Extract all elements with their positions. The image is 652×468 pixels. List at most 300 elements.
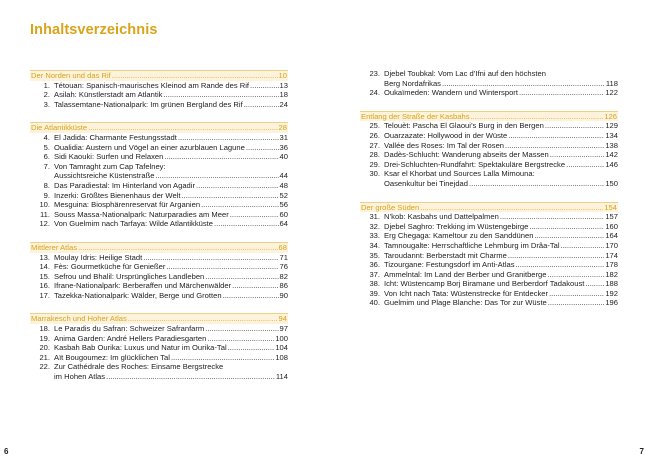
dot-leader <box>505 141 604 151</box>
entry-page-number: 86 <box>279 281 288 291</box>
section-page-number: 28 <box>278 123 287 133</box>
entry-number: 23. <box>369 69 380 78</box>
entry-title-line: N’kob: Kasbahs und Dattelpalmen <box>384 212 499 222</box>
right-column <box>360 69 618 321</box>
entry-title-line: Talassemtane-Nationalpark: Im grünen Bergland des Rif <box>54 99 243 109</box>
entry-line <box>384 88 618 98</box>
entry-body <box>54 219 288 229</box>
entry-number: 8. <box>43 180 50 190</box>
entry-page-number: 82 <box>279 271 288 281</box>
entry-page-number: 90 <box>279 290 288 300</box>
section-title: Der Norden und das Rif <box>31 71 111 80</box>
toc-entry[interactable] <box>360 169 618 188</box>
entry-line <box>54 353 288 363</box>
entry-page-number: 36 <box>279 142 288 152</box>
entry-page-number: 76 <box>279 262 288 272</box>
dot-leader <box>516 260 605 270</box>
entry-line <box>54 272 288 282</box>
toc-entry[interactable] <box>30 343 288 353</box>
toc-entry[interactable] <box>360 298 618 308</box>
entry-title-line: Aussichtsreiche Küstenstraße <box>54 171 155 181</box>
entry-line <box>384 222 618 232</box>
entry-line <box>54 191 288 201</box>
entry-title-line: Drei-Schluchten-Rundfahrt: Spektakuläre Bergstrecke <box>384 159 566 169</box>
entry-number: 28. <box>369 150 380 160</box>
entry-number: 31. <box>369 212 380 222</box>
entry-number: 9. <box>43 190 50 200</box>
entry-page-number: 170 <box>605 240 618 250</box>
toc-entry[interactable] <box>30 152 288 162</box>
section-title: Die Atlantikküste <box>31 123 88 133</box>
entry-line <box>54 152 288 162</box>
entry-body <box>54 210 288 220</box>
section-title: Der große Süden <box>361 202 420 212</box>
section-heading[interactable] <box>360 111 618 122</box>
entry-body <box>54 191 288 201</box>
entry-title-line: Ksar el Khorbat und Sources Lalla Mimouna: <box>384 169 535 179</box>
entry-title-line: Tazekka-Nationalpark: Wälder, Berge und Grotten <box>54 290 222 300</box>
entry-number: 7. <box>43 161 50 171</box>
toc-entry[interactable] <box>360 69 618 88</box>
entry-line <box>54 281 288 291</box>
dot-leader <box>508 251 605 261</box>
entry-number: 13. <box>39 252 50 262</box>
toc-entry[interactable] <box>360 160 618 170</box>
entry-page-number: 157 <box>605 212 618 222</box>
entry-number: 17. <box>39 290 50 300</box>
entry-number: 11. <box>40 209 50 219</box>
entry-page-number: 44 <box>279 171 288 181</box>
section-heading[interactable] <box>30 313 288 324</box>
entry-line <box>54 143 288 153</box>
dot-leader <box>128 314 278 324</box>
entry-page-number: 174 <box>605 250 618 260</box>
section-title: Marrakesch und Hoher Atlas <box>31 314 127 324</box>
dot-leader <box>230 210 279 220</box>
dot-leader <box>244 100 279 110</box>
toc-entry[interactable] <box>30 334 288 344</box>
entry-body <box>54 162 288 181</box>
toc-entry[interactable] <box>360 88 618 98</box>
entry-body <box>54 262 288 272</box>
entry-title-line: Von Tamraght zum Cap Tafelney: <box>54 161 166 171</box>
entry-page-number: 129 <box>605 121 618 131</box>
entry-body <box>54 253 288 263</box>
toc-entry[interactable] <box>30 143 288 153</box>
entry-body <box>54 100 288 110</box>
entry-number: 35. <box>369 250 380 260</box>
toc-entry[interactable] <box>360 141 618 151</box>
entry-body <box>54 281 288 291</box>
entry-line <box>54 262 288 272</box>
continued-section <box>360 69 618 98</box>
entry-line <box>384 141 618 151</box>
entry-line <box>384 279 618 289</box>
entry-line <box>384 69 618 79</box>
entry-title-line: Mesguina: Biosphärenreservat für Arganien <box>54 200 201 210</box>
toc-entry[interactable] <box>360 279 618 289</box>
entry-page-number: 160 <box>605 221 618 231</box>
dot-leader <box>232 281 278 291</box>
entry-title-line: Oasenkultur bei Tinejdad <box>384 178 469 188</box>
entry-line <box>54 81 288 91</box>
dot-leader <box>420 203 603 213</box>
entry-number: 21. <box>39 352 50 362</box>
dot-leader <box>155 171 278 181</box>
dot-leader <box>566 160 604 170</box>
entry-title-line: Taroudannt: Berberstadt mit Charme <box>384 250 507 260</box>
entry-body <box>384 150 618 160</box>
entry-line <box>384 131 618 141</box>
toc-entry[interactable] <box>30 210 288 220</box>
section-heading[interactable] <box>30 70 288 81</box>
entry-title-line: Le Paradis du Safran: Schweizer Safranfarm <box>54 324 205 334</box>
entry-page-number: 52 <box>279 190 288 200</box>
toc-entry[interactable] <box>360 270 618 280</box>
entry-number: 16. <box>39 281 50 291</box>
entry-line <box>384 212 618 222</box>
toc-entry[interactable] <box>360 212 618 222</box>
entry-title-line: Djebel Toubkal: Vom Lac d’Ifni auf den höchsten <box>384 69 546 78</box>
entry-title-line: Fès: Gourmetküche für Genießer <box>54 262 166 272</box>
entry-line <box>384 289 618 299</box>
entry-title-line: Von Icht nach Tata: Wüstenstrecke für Entdecker <box>384 288 549 298</box>
entry-body <box>384 289 618 299</box>
entry-title-line: Telouèt: Pascha El Glaoui’s Burg in den Bergen <box>384 121 544 131</box>
entry-line <box>54 372 288 382</box>
page-title: Inhaltsverzeichnis <box>30 22 158 38</box>
entry-number: 26. <box>369 130 380 140</box>
dot-leader <box>88 123 277 133</box>
dot-leader <box>534 231 604 241</box>
toc-entry[interactable] <box>30 191 288 201</box>
dot-leader <box>250 81 279 91</box>
entry-line <box>54 253 288 263</box>
entry-page-number: 100 <box>275 333 288 343</box>
entry-body <box>54 343 288 353</box>
dot-leader <box>442 79 605 89</box>
toc-entry[interactable] <box>30 81 288 91</box>
entry-page-number: 134 <box>605 130 618 140</box>
entry-number: 22. <box>39 362 50 372</box>
entry-title-line: Ouarzazate: Hollywood in der Wüste <box>384 130 508 140</box>
entry-number: 10. <box>39 200 50 210</box>
entry-number: 37. <box>369 269 380 279</box>
entry-body <box>54 353 288 363</box>
dot-leader <box>549 289 604 299</box>
section-heading[interactable] <box>360 202 618 213</box>
entry-title-line: Vallée des Roses: Im Tal der Rosen <box>384 140 505 150</box>
dot-leader <box>205 324 278 334</box>
entry-line <box>54 162 288 172</box>
toc-entry[interactable] <box>30 133 288 143</box>
left-page-number: 6 <box>4 447 9 456</box>
entry-body <box>54 291 288 301</box>
entry-title-line: im Hohen Atlas <box>54 372 106 382</box>
entry-body <box>384 160 618 170</box>
entry-number: 1. <box>43 80 50 90</box>
entry-body <box>384 69 618 88</box>
entry-line <box>54 181 288 191</box>
toc-entry[interactable] <box>30 353 288 363</box>
entry-page-number: 114 <box>275 372 288 382</box>
entry-page-number: 182 <box>605 269 618 279</box>
entry-title-line: Souss Massa-Nationalpark: Naturparadies am Meer <box>54 209 229 219</box>
entry-number: 18. <box>39 324 50 334</box>
entry-number: 4. <box>43 132 50 142</box>
section-heading[interactable] <box>30 122 288 133</box>
dot-leader <box>585 279 604 289</box>
dot-leader <box>112 71 278 81</box>
entry-line <box>54 210 288 220</box>
entry-body <box>384 270 618 280</box>
dot-leader <box>166 262 278 272</box>
dot-leader <box>228 343 275 353</box>
entry-line <box>54 133 288 143</box>
entry-line <box>54 200 288 210</box>
entry-title-line: El Jadida: Charmante Festungsstadt <box>54 132 177 142</box>
entry-line <box>384 298 618 308</box>
toc-section <box>30 242 288 301</box>
dot-leader <box>178 133 279 143</box>
entry-line <box>54 324 288 334</box>
entry-body <box>384 298 618 308</box>
toc-entry[interactable] <box>360 289 618 299</box>
entry-body <box>54 152 288 162</box>
entry-number: 24. <box>369 88 380 98</box>
toc-section <box>30 313 288 381</box>
toc-entry[interactable] <box>30 362 288 381</box>
section-page-number: 126 <box>604 111 617 121</box>
entry-body <box>54 272 288 282</box>
entry-title-line: Inzerki: Größtes Bienenhaus der Welt <box>54 190 181 200</box>
entry-number: 33. <box>369 231 380 241</box>
dot-leader <box>545 121 604 131</box>
entry-title-line: Asilah: Künstlerstadt am Atlantik <box>54 90 163 100</box>
entry-line <box>384 241 618 251</box>
entry-title-line: Erg Chegaga: Kameltour zu den Sanddünen <box>384 231 534 241</box>
entry-body <box>54 200 288 210</box>
toc-entry[interactable] <box>30 162 288 181</box>
dot-leader <box>207 334 274 344</box>
entry-title-line: Das Paradiestal: Im Hinterland von Agadir <box>54 180 195 190</box>
dot-leader <box>164 152 278 162</box>
entry-body <box>54 181 288 191</box>
dot-leader <box>201 200 278 210</box>
toc-entry[interactable] <box>30 272 288 282</box>
entry-title-line: Tizourgane: Festungsdorf im Anti-Atlas <box>384 260 515 270</box>
dot-leader <box>214 219 279 229</box>
entry-page-number: 142 <box>605 150 618 160</box>
entry-body <box>384 231 618 241</box>
dot-leader <box>223 291 279 301</box>
entry-body <box>384 141 618 151</box>
dot-leader <box>519 88 604 98</box>
entry-body <box>384 169 618 188</box>
entry-title-line: Sidi Kaouki: Surfen und Relaxen <box>54 152 164 162</box>
entry-number: 19. <box>39 333 50 343</box>
entry-number: 5. <box>43 142 50 152</box>
entry-number: 25. <box>369 121 380 131</box>
entry-page-number: 146 <box>605 159 618 169</box>
entry-page-number: 108 <box>275 352 288 362</box>
section-page-number: 10 <box>278 71 287 80</box>
entry-title-line: Aït Bougoumez: Im glücklichen Tal <box>54 352 170 362</box>
entry-title-line: Oualidia: Austern und Vögel an einer azurblauen Lagune <box>54 142 245 152</box>
entry-page-number: 150 <box>605 178 618 188</box>
dot-leader <box>171 353 274 363</box>
entry-number: 15. <box>39 271 50 281</box>
entry-body <box>384 121 618 131</box>
section-title: Entlang der Straße der Kasbahs <box>361 111 470 121</box>
toc-entry[interactable] <box>360 131 618 141</box>
entry-page-number: 122 <box>605 88 618 98</box>
entry-line <box>54 291 288 301</box>
entry-title-line: Oukaïmeden: Wandern und Wintersport <box>384 88 518 98</box>
entry-page-number: 178 <box>605 260 618 270</box>
entry-line <box>54 343 288 353</box>
entry-page-number: 48 <box>279 180 288 190</box>
toc-entry[interactable] <box>30 324 288 334</box>
entry-title-line: Tétouan: Spanisch-maurisches Kleinod am Rande des Rif <box>54 80 250 90</box>
dot-leader <box>163 90 278 100</box>
entry-page-number: 18 <box>279 90 288 100</box>
entry-body <box>54 143 288 153</box>
dot-leader <box>78 243 278 253</box>
entry-number: 30. <box>369 169 380 179</box>
entry-page-number: 13 <box>279 80 288 90</box>
dot-leader <box>561 241 605 251</box>
entry-line <box>384 179 618 189</box>
entry-title-line: Ifrane-Nationalpark: Berberaffen und Märchenwälder <box>54 281 232 291</box>
toc-entry[interactable] <box>30 181 288 191</box>
entry-title-line: Guelmim und Plage Blanche: Das Tor zur Wüste <box>384 298 547 308</box>
dot-leader <box>548 298 605 308</box>
toc-entry[interactable] <box>360 150 618 160</box>
toc-entry[interactable] <box>360 222 618 232</box>
left-column <box>30 70 288 395</box>
toc-entry[interactable] <box>30 262 288 272</box>
entry-body <box>54 362 288 381</box>
entry-line <box>384 150 618 160</box>
section-page-number: 154 <box>604 202 617 212</box>
entry-title-line: Moulay Idris: Heilige Stadt <box>54 252 143 262</box>
entry-number: 29. <box>369 159 380 169</box>
entry-number: 20. <box>39 343 50 353</box>
toc-entry[interactable] <box>360 121 618 131</box>
entry-body <box>384 131 618 141</box>
toc-entry[interactable] <box>360 260 618 270</box>
entry-number: 36. <box>369 260 380 270</box>
entry-number: 12. <box>39 219 50 229</box>
toc-section <box>360 111 618 189</box>
entry-body <box>384 88 618 98</box>
toc-entry[interactable] <box>360 231 618 241</box>
entry-line <box>384 169 618 179</box>
entry-page-number: 104 <box>275 343 288 353</box>
entry-page-number: 60 <box>279 209 288 219</box>
entry-page-number: 97 <box>279 324 288 334</box>
section-heading[interactable] <box>30 242 288 253</box>
toc-section <box>30 70 288 109</box>
entry-page-number: 188 <box>605 279 618 289</box>
toc-entry[interactable] <box>30 90 288 100</box>
entry-body <box>384 241 618 251</box>
entry-page-number: 24 <box>279 99 288 109</box>
entry-page-number: 31 <box>279 132 288 142</box>
dot-leader <box>471 112 604 122</box>
section-page-number: 94 <box>278 314 287 324</box>
entry-number: 6. <box>43 152 50 162</box>
entry-title-line: Djebel Saghro: Trekking im Wüstengebirge <box>384 221 529 231</box>
entry-body <box>54 324 288 334</box>
entry-page-number: 40 <box>279 152 288 162</box>
toc-entry[interactable] <box>30 253 288 263</box>
entry-page-number: 196 <box>605 298 618 308</box>
dot-leader <box>548 270 605 280</box>
entry-title-line: Kasbah Bab Ourika: Luxus und Natur im Ourika-Tal <box>54 343 227 353</box>
entry-title-line: Von Guelmim nach Tarfaya: Wilde Atlantikküste <box>54 219 213 229</box>
entry-line <box>384 260 618 270</box>
entry-number: 39. <box>369 288 380 298</box>
entry-number: 14. <box>39 262 50 272</box>
entry-number: 2. <box>43 90 50 100</box>
entry-title-line: Icht: Wüstencamp Borj Biramane und Berberdorf Tadakoust <box>384 279 585 289</box>
entry-body <box>54 133 288 143</box>
entry-title-line: Dadès-Schlucht: Wanderung abseits der Massen <box>384 150 549 160</box>
entry-line <box>54 90 288 100</box>
entry-line <box>384 231 618 241</box>
entry-body <box>384 222 618 232</box>
entry-number: 32. <box>369 221 380 231</box>
toc-entry[interactable] <box>30 281 288 291</box>
toc-entry[interactable] <box>30 291 288 301</box>
entry-title-line: Ammelntal: Im Land der Berber und Granitberge <box>384 269 547 279</box>
entry-page-number: 64 <box>279 219 288 229</box>
toc-entry[interactable] <box>30 100 288 110</box>
entry-line <box>54 219 288 229</box>
right-page-number: 7 <box>639 447 644 456</box>
toc-section <box>30 122 288 229</box>
entry-number: 34. <box>369 240 380 250</box>
dot-leader <box>550 150 605 160</box>
entry-body <box>54 334 288 344</box>
dot-leader <box>469 179 604 189</box>
entry-body <box>384 212 618 222</box>
toc-entry[interactable] <box>360 241 618 251</box>
toc-entry[interactable] <box>30 219 288 229</box>
entry-page-number: 138 <box>605 140 618 150</box>
entry-line <box>54 362 288 372</box>
entry-title-line: Tamnougalte: Herrschaftliche Lehmburg im Drâa-Tal <box>384 240 560 250</box>
entry-line <box>54 171 288 181</box>
toc-entry[interactable] <box>360 251 618 261</box>
entry-page-number: 71 <box>279 252 288 262</box>
entry-page-number: 192 <box>605 288 618 298</box>
entry-line <box>384 121 618 131</box>
toc-entry[interactable] <box>30 200 288 210</box>
entry-page-number: 56 <box>279 200 288 210</box>
entry-title-line: Anima Garden: André Hellers Paradiesgarten <box>54 333 207 343</box>
entry-number: 40. <box>369 298 380 308</box>
dot-leader <box>143 253 278 263</box>
entry-line <box>54 334 288 344</box>
entry-body <box>54 81 288 91</box>
entry-page-number: 164 <box>605 231 618 241</box>
entry-line <box>384 251 618 261</box>
dot-leader <box>508 131 604 141</box>
entry-line <box>384 270 618 280</box>
